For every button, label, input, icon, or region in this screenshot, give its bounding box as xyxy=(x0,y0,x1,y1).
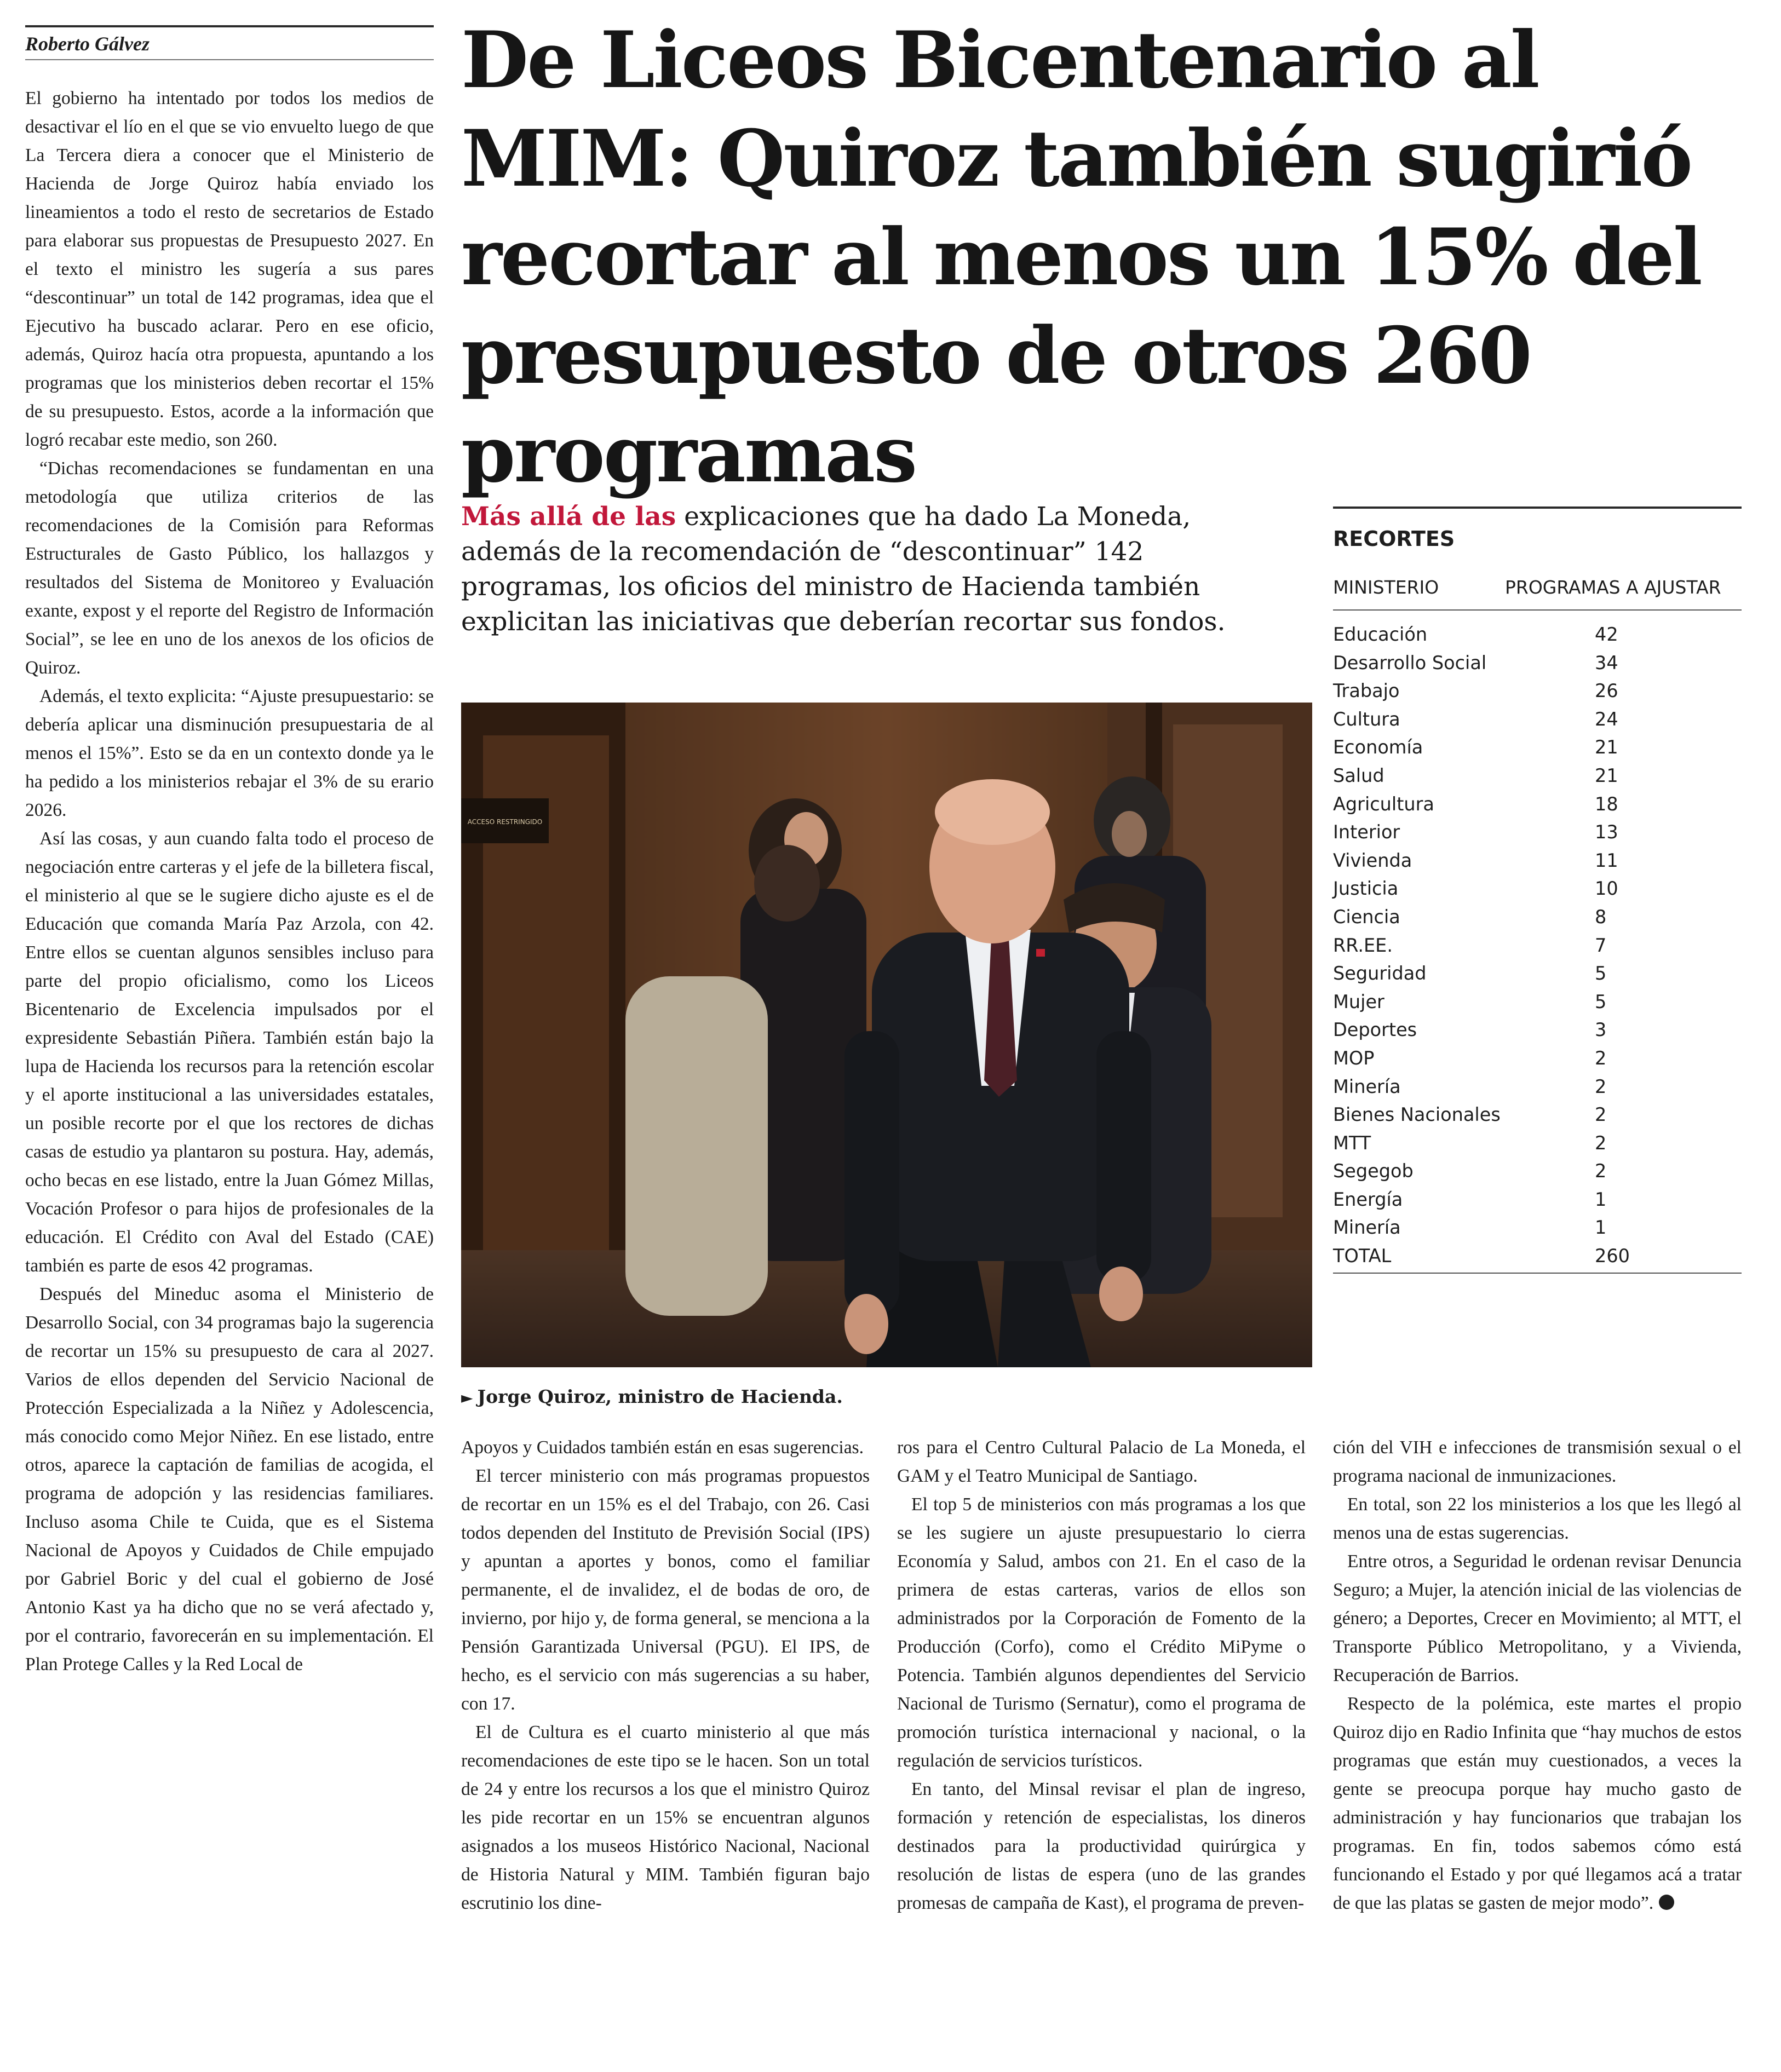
program-count-cell: 26 xyxy=(1595,680,1618,702)
ministry-cell: Vivienda xyxy=(1333,849,1412,871)
ministry-cell: Ciencia xyxy=(1333,906,1400,928)
paragraph: Apoyos y Cuidados también están en esas sugerencias. xyxy=(461,1437,864,1458)
ministry-cell: Justicia xyxy=(1333,878,1399,900)
paragraph: El tercer ministerio con más programas propuestos de recortar en un 15% es el del Trabajo, con 26. Casi todos dependen del Instituto de Previsión Social (IPS) y apuntan a aportes y bonos, como el familiar permanente, el de invalidez, el de bodas de oro, de invierno, por hijo y, de forma general, se menciona a la Pensión Garantizada Universal (PGU). El IPS, de hecho, es el servicio con más sugerencias a su haber, con 17. xyxy=(461,1466,870,1714)
program-count-cell: 1 xyxy=(1595,1217,1607,1239)
lead-text: explicaciones que ha dado La Moneda, además de la recomendación de “descontinuar” 142 programas, los oficios del ministro de Hacienda también explicitan las iniciativas que deberían recortar sus fondos. xyxy=(461,502,1226,637)
ministry-cell: Segegob xyxy=(1333,1160,1414,1182)
paragraph: Así las cosas, y aun cuando falta todo el proceso de negociación entre carteras y el jefe de la billetera fiscal, el ministerio al que se le sugiere dicho ajuste es el de Educación que comanda María Paz Arzola, con 42. Entre ellos se cuentan algunos sensibles incluso para parte del propio oficialismo, como los Liceos Bicentenario de Excelencia impulsados por el expresidente Sebastián Piñera. También están bajo la lupa de Hacienda los recursos para la retención escolar y el aporte institucional a las universidades estatales, un posible recorte por el que los rectores de dichas casas de estudio ya plantaron su postura. Hay, además, ocho becas en ese listado, entre la Juan Gómez Millas, Vocación Profesor o para hijos de profesionales de la educación. El Crédito con Aval del Estado (CAE) también es parte de esos 42 programas. xyxy=(25,828,434,1276)
program-count-cell: 34 xyxy=(1595,652,1618,674)
table-row xyxy=(1333,1213,1742,1242)
sign-text: ACCESO RESTRINGIDO xyxy=(467,818,543,826)
recortes-sidebar xyxy=(1333,507,1742,1274)
ministry-cell: MTT xyxy=(1333,1132,1371,1154)
table-row xyxy=(1333,1242,1742,1270)
table-row xyxy=(1333,1185,1742,1214)
program-count-cell: 5 xyxy=(1595,963,1607,985)
lead-highlight: Más allá de las xyxy=(461,502,676,532)
table-row xyxy=(1333,1073,1742,1101)
table-row xyxy=(1333,649,1742,677)
program-count-cell: 3 xyxy=(1595,1019,1607,1041)
article-column-3 xyxy=(897,1434,1306,1918)
byline: Roberto Gálvez xyxy=(25,33,150,55)
paragraph: Además, el texto explicita: “Ajuste presupuestario: se debería aplicar una disminución presupuestaria de al menos el 15%”. Esto se da en un contexto donde ya le ha pedido a los ministerios rebajar el 3% de su erario 2026. xyxy=(25,686,434,820)
program-count-cell: 2 xyxy=(1595,1047,1607,1069)
program-count-cell: 2 xyxy=(1595,1160,1607,1182)
ministry-cell: Minería xyxy=(1333,1075,1401,1097)
caption-triangle-icon: ► xyxy=(461,1389,473,1407)
program-count-cell: 10 xyxy=(1595,878,1618,900)
byline-bar xyxy=(25,25,434,60)
program-count-cell: 2 xyxy=(1595,1132,1607,1154)
table-row xyxy=(1333,1016,1742,1044)
table-row xyxy=(1333,705,1742,734)
article-column-1 xyxy=(25,25,434,1679)
paragraph: El gobierno ha intentado por todos los medios de desactivar el lío en el que se vio envuelto luego de que La Tercera diera a conocer que el Ministerio de Hacienda de Jorge Quiroz había enviado los lineamientos a todo el resto de secretarios de Estado para elaborar sus propuestas de Presupuesto 2027. En el texto el ministro les sugería a sus pares “descontinuar” un total de 142 programas, idea que el Ejecutivo ha buscado aclarar. Pero en ese oficio, además, Quiroz hacía otra propuesta, apuntando a los programas que los ministerios deben recortar el 15% de su presupuesto. Estos, acorde a la información que logró recabar este medio, son 260. xyxy=(25,88,434,450)
program-count-cell: 21 xyxy=(1595,764,1618,786)
sidebar-title: RECORTES xyxy=(1333,527,1455,551)
table-row xyxy=(1333,1157,1742,1185)
header-ministry: MINISTERIO xyxy=(1333,577,1439,598)
program-count-cell: 1 xyxy=(1595,1188,1607,1210)
lead-paragraph xyxy=(461,499,1294,640)
photo-illustration xyxy=(461,703,1312,1367)
table-row xyxy=(1333,1044,1742,1073)
paragraph: “Dichas recomendaciones se fundamentan en una metodología que utiliza criterios de las recomendaciones de la Comisión para Reformas Estructurales de Gasto Público, los hallazgos y resultados del Sistema de Monitoreo y Evaluación exante, expost y el reporte del Registro de Información Social”, se lee en uno de los anexos de los oficios de Quiroz. xyxy=(25,458,434,678)
article-column-4 xyxy=(1333,1434,1742,1918)
paragraph: El top 5 de ministerios con más programas a los que se les sugiere un ajuste presupuestario lo cierra Economía y Salud, ambos con 21. En el caso de la primera de estas carteras, varios de ellos son administrados por la Corporación de Fomento de la Producción (Corfo), como el Crédito MiPyme o Potencia. También algunos dependientes del Servicio Nacional de Turismo (Sernatur), como el programa de promoción turística internacional y nacional, o la regulación de servicios turísticos. xyxy=(897,1494,1306,1771)
table-row xyxy=(1333,677,1742,705)
table-row xyxy=(1333,733,1742,762)
ministry-cell: Educación xyxy=(1333,624,1428,645)
table-row xyxy=(1333,1129,1742,1158)
program-count-cell: 24 xyxy=(1595,708,1618,730)
program-count-cell: 2 xyxy=(1595,1075,1607,1097)
paragraph: En tanto, del Minsal revisar el plan de ingreso, formación y retención de especialistas, los dineros destinados para la productividad quirúrgica y resolución de listas de espera (uno de las grandes promesas de campaña de Kast), el programa de preven- xyxy=(897,1779,1306,1913)
sidebar-bottom-rule xyxy=(1333,1273,1742,1274)
paragraph-text: Respecto de la polémica, este martes el propio Quiroz dijo en Radio Infinita que “hay muchos de estos programas que están muy cuestionados, a veces la gente se preocupa porque hay mucho gasto de administración y hay funcionarios que trabajan los programas. En fin, todos sabemos cómo está funcionando el Estado y por qué llegamos acá a tratar de que las platas se gasten de mejor modo”. xyxy=(1333,1694,1742,1913)
table-row xyxy=(1333,847,1742,875)
header-programs: PROGRAMAS A AJUSTAR xyxy=(1505,577,1721,598)
ministry-cell: TOTAL xyxy=(1333,1245,1392,1267)
program-count-cell: 5 xyxy=(1595,991,1607,1012)
column-1-text xyxy=(25,84,434,1679)
ministry-cell: Mujer xyxy=(1333,991,1384,1012)
article-photo xyxy=(461,703,1312,1367)
program-count-cell: 18 xyxy=(1595,793,1618,815)
table-row xyxy=(1333,1101,1742,1129)
table-row xyxy=(1333,931,1742,960)
paragraph: ción del VIH e infecciones de transmisión sexual o el programa nacional de inmunizaciones. xyxy=(1333,1437,1742,1486)
table-row xyxy=(1333,620,1742,649)
ministry-cell: Seguridad xyxy=(1333,963,1427,985)
program-count-cell: 21 xyxy=(1595,736,1618,758)
program-count-cell: 13 xyxy=(1595,821,1618,843)
table-row xyxy=(1333,818,1742,847)
paragraph: Entre otros, a Seguridad le ordenan revisar Denuncia Seguro; a Mujer, la atención inicial de las violencias de género; a Deportes, Crecer en Movimiento; al MTT, el Transporte Público Metropolitano, y a Vivienda, Recuperación de Barrios. xyxy=(1333,1551,1742,1685)
program-count-cell: 2 xyxy=(1595,1104,1607,1126)
ministry-cell: Energía xyxy=(1333,1188,1403,1210)
photo-caption xyxy=(461,1384,1312,1411)
paragraph: En total, son 22 los ministerios a los que les llegó al menos una de estas sugerencias. xyxy=(1333,1494,1742,1543)
paragraph: El de Cultura es el cuarto ministerio al que más recomendaciones de este tipo se le hacen. Son un total de 24 y entre los recursos a los que el ministro Quiroz les pide recortar en un 15% se encuentran algunos asignados a los museos Histórico Nacional, Nacional de Historia Natural y MIM. También figuran bajo escrutinio los dine- xyxy=(461,1722,870,1913)
paragraph: Después del Mineduc asoma el Ministerio de Desarrollo Social, con 34 programas bajo la sugerencia de recortar un 15% su presupuesto de cara al 2027. Varios de ellos dependen del Servicio Nacional de Protección Especializada a la Niñez y Adolescencia, más conocido como Mejor Niñez. En ese listado, entre otros, aparece la captación de familias de acogida, el programa de adopción y las residencias familiares. Incluso asoma Chile te Cuida, que es el Sistema Nacional de Apoyos y Cuidados de Chile empujado por Gabriel Boric y del cual el gobierno de José Antonio Kast ya ha dicho que no se verá afectado y, por el contrario, favorecerán en su implementación. El Plan Protege Calles y la Red Local de xyxy=(25,1284,434,1674)
ministry-cell: Agricultura xyxy=(1333,793,1434,815)
paragraph xyxy=(1333,1690,1742,1918)
ministry-cell: Trabajo xyxy=(1333,680,1400,702)
program-count-cell: 8 xyxy=(1595,906,1607,928)
table-row xyxy=(1333,874,1742,903)
table-row xyxy=(1333,959,1742,988)
ministry-cell: Salud xyxy=(1333,764,1384,786)
headline: De Liceos Bicentenario al MIM: Quiroz también sugirió recortar al menos un 15% del presupuesto de otros 260 programas xyxy=(461,15,1701,500)
ministry-cell: MOP xyxy=(1333,1047,1375,1069)
program-count-cell: 7 xyxy=(1595,934,1607,956)
table-row xyxy=(1333,903,1742,931)
ministry-cell: Minería xyxy=(1333,1217,1401,1239)
program-count-cell: 42 xyxy=(1595,624,1618,645)
ministry-cell: RR.EE. xyxy=(1333,934,1393,956)
caption-text: Jorge Quiroz, ministro de Hacienda. xyxy=(477,1386,843,1407)
sidebar-table-header xyxy=(1333,575,1742,611)
paragraph: ros para el Centro Cultural Palacio de La Moneda, el GAM y el Teatro Municipal de Santiago. xyxy=(897,1437,1306,1486)
sidebar-top-rule xyxy=(1333,507,1742,509)
table-row xyxy=(1333,762,1742,790)
ministry-cell: Deportes xyxy=(1333,1019,1417,1041)
ministry-cell: Bienes Nacionales xyxy=(1333,1104,1501,1126)
ministry-cell: Desarrollo Social xyxy=(1333,652,1487,674)
ministry-cell: Economía xyxy=(1333,736,1423,758)
program-count-cell: 11 xyxy=(1595,849,1618,871)
sidebar-table-body xyxy=(1333,611,1742,1270)
ministry-cell: Cultura xyxy=(1333,708,1400,730)
end-mark-icon xyxy=(1659,1895,1674,1910)
program-count-cell: 260 xyxy=(1595,1245,1630,1267)
article-column-2 xyxy=(461,1434,870,1918)
table-row xyxy=(1333,988,1742,1016)
table-row xyxy=(1333,790,1742,819)
ministry-cell: Interior xyxy=(1333,821,1400,843)
